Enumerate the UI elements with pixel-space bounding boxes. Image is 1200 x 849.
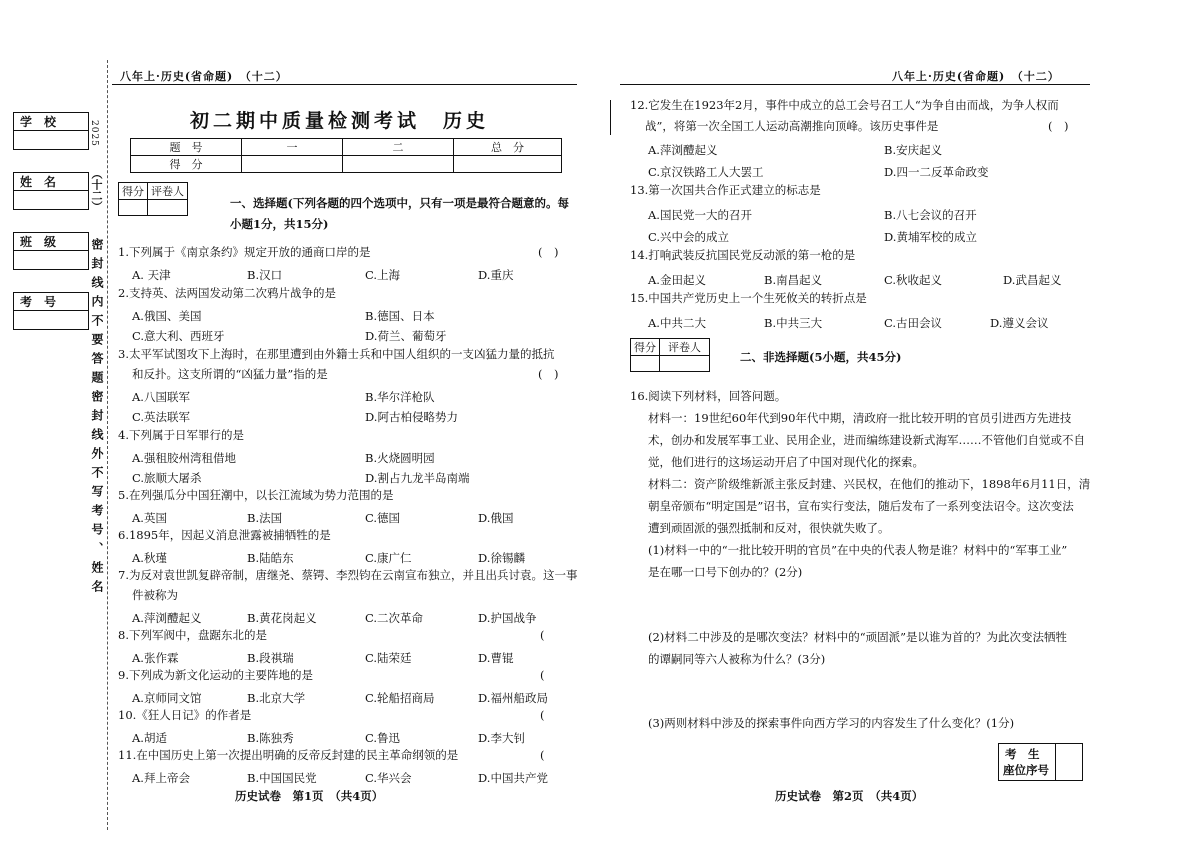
seat-box-label: 考 生 <box>1005 747 1040 761</box>
exam-title: 初二期中质量检测考试 历史 <box>190 110 490 132</box>
question-8: 8.下列军阀中，盘踞东北的是 <box>118 628 267 642</box>
option-c[interactable]: C.上海 <box>365 268 401 282</box>
name-label: 姓 名 <box>20 175 57 189</box>
score-input-cell[interactable] <box>454 156 562 173</box>
answer-paren[interactable]: ( <box>540 748 545 762</box>
material-2-cont: 遭到顽固派的强烈抵制和反对，很快就失败了。 <box>648 521 890 535</box>
option-d[interactable]: D.徐锡麟 <box>478 551 525 565</box>
score-table-cell: 题 号 <box>131 139 242 156</box>
question-3: 3.太平军试图攻下上海时，在那里遭到由外籍士兵和中国人组织的一支凶猛力量的抵抗 <box>118 347 555 361</box>
seal-dashed-line <box>107 60 108 830</box>
class-field[interactable] <box>13 232 89 270</box>
option-d[interactable]: D.阿古柏侵略势力 <box>365 410 458 424</box>
option-c[interactable]: C.京汉铁路工人大罢工 <box>648 165 764 179</box>
grader-score-input[interactable] <box>119 200 148 216</box>
material-1: 材料一：19世纪60年代到90年代中期，清政府一批比较开明的官员引进西方先进技 <box>648 411 1072 425</box>
score-table-cell: 二 <box>343 139 454 156</box>
option-b[interactable]: B.中国国民党 <box>247 771 317 785</box>
option-a[interactable]: A.胡适 <box>132 731 167 745</box>
option-a[interactable]: A.英国 <box>132 511 167 525</box>
option-d[interactable]: D.重庆 <box>478 268 514 282</box>
score-table <box>130 138 562 173</box>
section2-heading: 二、非选择题(5小题，共45分) <box>740 350 902 364</box>
question-6: 6.1895年，因起义消息泄露被捕牺牲的是 <box>118 528 331 542</box>
option-d[interactable]: D.遵义会议 <box>990 316 1049 330</box>
option-a[interactable]: A. 天津 <box>132 268 171 282</box>
answer-paren[interactable]: ( <box>540 708 545 722</box>
option-d[interactable]: D.黄埔军校的成立 <box>884 230 977 244</box>
option-d[interactable]: D.割占九龙半岛南端 <box>365 471 470 485</box>
option-a[interactable]: A.俄国、美国 <box>132 309 202 323</box>
option-a[interactable]: A.京师同文馆 <box>132 691 202 705</box>
question-7: 7.为反对袁世凯复辟帝制，唐继尧、蔡锷、李烈钧在云南宣布独立，并且出兵讨袁。这一事 <box>118 568 578 582</box>
question-3-cont: 和反扑。这支所谓的“凶猛力量”指的是 <box>132 367 328 381</box>
option-c[interactable]: C.旅顺大屠杀 <box>132 471 202 485</box>
material-1-cont: 觉，他们进行的这场运动开启了中国对现代化的探索。 <box>648 455 924 469</box>
question-9: 9.下列成为新文化运动的主要阵地的是 <box>118 668 313 682</box>
option-d[interactable]: D.俄国 <box>478 511 514 525</box>
answer-paren[interactable]: ( ) <box>538 245 559 259</box>
grader-score-label: 得分 <box>631 339 660 356</box>
grader-name-input[interactable] <box>660 356 710 372</box>
seal-line-text: 密封线内不要答题密封线外不写考号、姓名 <box>90 238 104 599</box>
option-b[interactable]: B.北京大学 <box>247 691 306 705</box>
answer-paren[interactable]: ( <box>540 668 545 682</box>
option-d[interactable]: D.李大钊 <box>478 731 525 745</box>
question-5: 5.在列强瓜分中国狂潮中，以长江流域为势力范围的是 <box>118 488 394 502</box>
question-15: 15.中国共产党历史上一个生死攸关的转折点是 <box>630 291 867 305</box>
sub-question-2: (2)材料二中涉及的是哪次变法？材料中的“顽固派”是以谁为首的？为此次变法牺牲 <box>648 630 1068 644</box>
option-b[interactable]: B.陆皓东 <box>247 551 294 565</box>
option-c[interactable]: C.陆荣廷 <box>365 651 412 665</box>
page-divider <box>610 100 611 135</box>
name-field[interactable] <box>13 172 89 210</box>
left-footer: 历史试卷 第1页 （共4页） <box>235 789 384 803</box>
question-10: 10.《狂人日记》的作者是 <box>118 708 252 722</box>
question-1: 1.下列属于《南京条约》规定开放的通商口岸的是 <box>118 245 371 259</box>
exam-number-field[interactable] <box>13 292 89 330</box>
answer-paren[interactable]: ( <box>540 628 545 642</box>
option-b[interactable]: B.火烧圆明园 <box>365 451 435 465</box>
option-c[interactable]: C.华兴会 <box>365 771 412 785</box>
option-d[interactable]: D.武昌起义 <box>1003 273 1062 287</box>
option-c[interactable]: C.康广仁 <box>365 551 412 565</box>
answer-area-3[interactable] <box>648 736 988 776</box>
option-a[interactable]: A.金田起义 <box>648 273 706 287</box>
question-4: 4.下列属于日军罪行的是 <box>118 428 244 442</box>
sub-question-2-cont: 的谭嗣同等六人被称为什么？(3分) <box>648 652 826 666</box>
option-b[interactable]: B.陈独秀 <box>247 731 294 745</box>
option-a[interactable]: A.八国联军 <box>132 390 190 404</box>
class-label: 班 级 <box>20 235 57 249</box>
option-b[interactable]: B.南昌起义 <box>764 273 823 287</box>
sub-question-1-cont: 是在哪一口号下创办的？(2分) <box>648 565 803 579</box>
grader-label: 评卷人 <box>148 183 188 200</box>
option-b[interactable]: B.法国 <box>247 511 283 525</box>
question-13: 13.第一次国共合作正式建立的标志是 <box>630 183 821 197</box>
option-c[interactable]: C.轮船招商局 <box>365 691 435 705</box>
option-a[interactable]: A.萍浏醴起义 <box>132 611 202 625</box>
option-d[interactable]: D.护国战争 <box>478 611 537 625</box>
option-b[interactable]: B.八七会议的召开 <box>884 208 977 222</box>
option-d[interactable]: D.曹锟 <box>478 651 514 665</box>
option-c[interactable]: C.德国 <box>365 511 401 525</box>
score-input-cell[interactable] <box>343 156 454 173</box>
right-header-rule <box>620 84 1090 85</box>
option-b[interactable]: B.黄花岗起义 <box>247 611 317 625</box>
question-7-cont: 件被称为 <box>132 588 178 602</box>
option-d[interactable]: D.中国共产党 <box>478 771 548 785</box>
option-c[interactable]: C.英法联军 <box>132 410 191 424</box>
material-2: 材料二：资产阶级维新派主张反封建、兴民权，在他们的推动下，1898年6月11日，清 <box>648 477 1091 491</box>
question-12-cont: 战”，将第一次全国工人运动高潮推向顶峰。该历史事件是 <box>645 119 939 133</box>
sub-question-3: (3)两则材料中涉及的探索事件向西方学习的内容发生了什么变化？(1分) <box>648 716 1015 730</box>
option-a[interactable]: A.国民党一大的召开 <box>648 208 752 222</box>
option-a[interactable]: A.强租胶州湾租借地 <box>132 451 236 465</box>
question-11: 11.在中国历史上第一次提出明确的反帝反封建的民主革命纲领的是 <box>118 748 459 762</box>
option-c[interactable]: C.鲁迅 <box>365 731 401 745</box>
grader-score-label: 得分 <box>119 183 148 200</box>
option-d[interactable]: D.荷兰、葡萄牙 <box>365 329 447 343</box>
option-b[interactable]: B.德国、日本 <box>365 309 435 323</box>
grader-box <box>630 338 710 372</box>
option-b[interactable]: B.汉口 <box>247 268 283 282</box>
option-a[interactable]: A.秋瑾 <box>132 551 167 565</box>
score-table-cell: 一 <box>242 139 343 156</box>
option-d[interactable]: D.福州船政局 <box>478 691 548 705</box>
year-mark: 2025 <box>89 120 99 147</box>
section1-heading: 一、选择题(下列各题的四个选项中，只有一项是最符合题意的。每 <box>230 196 569 210</box>
score-input-cell[interactable] <box>242 156 343 173</box>
right-footer: 历史试卷 第2页 （共4页） <box>775 789 924 803</box>
left-header: 八年上·历史(省命题) （十二） <box>120 70 288 83</box>
option-a[interactable]: A.萍浏醴起义 <box>648 143 718 157</box>
material-1-cont: 术，创办和发展军事工业、民用企业，进而编练建设新式海军……不管他们自觉或不自 <box>648 433 1085 447</box>
grader-box <box>118 182 188 216</box>
grader-name-input[interactable] <box>148 200 188 216</box>
option-c[interactable]: C.兴中会的成立 <box>648 230 730 244</box>
score-table-score-row <box>131 156 562 173</box>
question-14: 14.打响武装反抗国民党反动派的第一枪的是 <box>630 248 856 262</box>
school-label: 学 校 <box>20 115 57 129</box>
option-c[interactable]: C.意大利、西班牙 <box>132 329 225 343</box>
score-table-cell: 总 分 <box>454 139 562 156</box>
option-a[interactable]: A.中共二大 <box>648 316 706 330</box>
seat-number-box <box>998 743 1083 781</box>
score-table-header-row <box>131 139 562 156</box>
answer-area-1[interactable] <box>648 585 1088 625</box>
option-c[interactable]: C.二次革命 <box>365 611 424 625</box>
sub-question-1: (1)材料一中的“一批比较开明的官员”在中央的代表人物是谁？材料中的“军事工业” <box>648 543 1068 557</box>
answer-paren[interactable]: ( ) <box>1048 119 1069 133</box>
option-b[interactable]: B.中共三大 <box>764 316 823 330</box>
exam-number-label: 考 号 <box>20 295 57 309</box>
material-2-cont: 朝皇帝颁布“明定国是”诏书，宣布实行变法，随后发布了一系列变法诏令。这次变法 <box>648 499 1074 513</box>
answer-area-2[interactable] <box>648 672 1088 712</box>
series-mark: （十二） <box>90 168 103 212</box>
question-2: 2.支持英、法两国发动第二次鸦片战争的是 <box>118 286 336 300</box>
option-a[interactable]: A.拜上帝会 <box>132 771 190 785</box>
option-a[interactable]: A.张作霖 <box>132 651 179 665</box>
option-b[interactable]: B.华尔洋枪队 <box>365 390 435 404</box>
school-field[interactable] <box>13 112 89 150</box>
right-header: 八年上·历史(省命题) （十二） <box>892 70 1060 83</box>
option-d[interactable]: D.四一二反革命政变 <box>884 165 989 179</box>
left-header-rule <box>112 84 577 85</box>
grader-score-input[interactable] <box>631 356 660 372</box>
option-c[interactable]: C.秋收起义 <box>884 273 943 287</box>
grader-label: 评卷人 <box>660 339 710 356</box>
section1-heading-cont: 小题1分，共15分) <box>230 217 329 231</box>
score-table-cell: 得 分 <box>131 156 242 173</box>
answer-paren[interactable]: ( ) <box>538 367 559 381</box>
question-12: 12.它发生在1923年2月，事件中成立的总工会号召工人“为争自由而战，为争人权而 <box>630 98 1059 112</box>
option-b[interactable]: B.安庆起义 <box>884 143 943 157</box>
option-c[interactable]: C.古田会议 <box>884 316 943 330</box>
option-b[interactable]: B.段祺瑞 <box>247 651 294 665</box>
question-16: 16.阅读下列材料，回答问题。 <box>630 389 787 403</box>
seat-box-label-2: 座位序号 <box>1003 763 1049 777</box>
seat-number-input[interactable] <box>1056 744 1082 780</box>
